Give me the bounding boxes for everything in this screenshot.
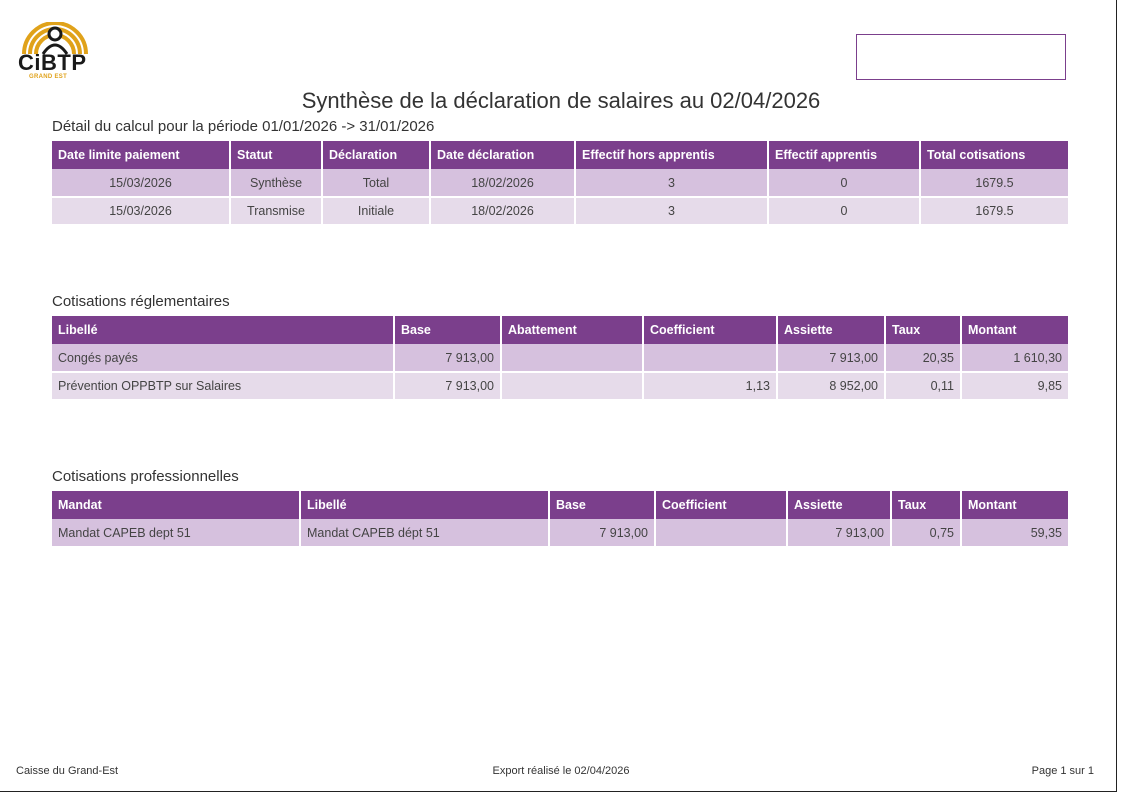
table-cell: 15/03/2026 (52, 169, 230, 197)
reglementaires-table (52, 316, 1068, 401)
table-cell: 7 913,00 (787, 519, 891, 547)
column-header: Assiette (787, 491, 891, 519)
cibtp-logo (18, 22, 92, 82)
period-table (52, 141, 1068, 226)
table-cell: Mandat CAPEB dept 51 (52, 519, 300, 547)
column-header: Assiette (777, 316, 885, 344)
column-header: Base (549, 491, 655, 519)
table-cell: Transmise (230, 197, 322, 225)
column-header: Abattement (501, 316, 643, 344)
table-cell: 3 (575, 197, 768, 225)
table-cell (643, 344, 777, 372)
footer-page-number: Page 1 sur 1 (1031, 765, 1094, 777)
table-cell: 7 913,00 (394, 344, 501, 372)
table-header-row (52, 316, 1068, 344)
column-header: Montant (961, 316, 1068, 344)
table-cell: 1679.5 (920, 169, 1068, 197)
table-cell: 15/03/2026 (52, 197, 230, 225)
table-cell: 7 913,00 (549, 519, 655, 547)
table-cell: 8 952,00 (777, 372, 885, 400)
table-cell: Initiale (322, 197, 430, 225)
table-row (52, 372, 1068, 400)
table-cell: 1679.5 (920, 197, 1068, 225)
column-header: Statut (230, 141, 322, 169)
column-header: Montant (961, 491, 1068, 519)
column-header: Effectif hors apprentis (575, 141, 768, 169)
footer-left: Caisse du Grand-Est (16, 765, 119, 777)
table-cell: Synthèse (230, 169, 322, 197)
table-cell: Total (322, 169, 430, 197)
column-header: Base (394, 316, 501, 344)
table-cell (501, 372, 643, 400)
logo-text: CiBTP (18, 50, 87, 75)
table-cell: 18/02/2026 (430, 169, 575, 197)
column-header: Date limite paiement (52, 141, 230, 169)
column-header: Coefficient (643, 316, 777, 344)
reglementaires-section-label: Cotisations réglementaires (52, 293, 230, 310)
table-row (52, 519, 1068, 547)
table-row (52, 169, 1068, 197)
table-cell: 59,35 (961, 519, 1068, 547)
column-header: Taux (891, 491, 961, 519)
table-row (52, 344, 1068, 372)
footer-center: Export réalisé le 02/04/2026 (492, 765, 630, 777)
column-header: Déclaration (322, 141, 430, 169)
page-title: Synthèse de la déclaration de salaires au 02/04/2026 (301, 88, 821, 113)
table-cell: 7 913,00 (394, 372, 501, 400)
table-cell (501, 344, 643, 372)
table-cell: 0 (768, 197, 920, 225)
table-cell: Prévention OPPBTP sur Salaires (52, 372, 394, 400)
professionnelles-table (52, 491, 1068, 548)
column-header: Coefficient (655, 491, 787, 519)
table-cell: 1,13 (643, 372, 777, 400)
column-header: Total cotisations (920, 141, 1068, 169)
logo-subtitle: GRAND EST (29, 74, 68, 80)
column-header: Effectif apprentis (768, 141, 920, 169)
table-cell: Mandat CAPEB dépt 51 (300, 519, 549, 547)
column-header: Libellé (52, 316, 394, 344)
table-cell: 0,11 (885, 372, 961, 400)
column-header: Libellé (300, 491, 549, 519)
professionnelles-section-label: Cotisations professionnelles (52, 468, 239, 485)
table-cell: 7 913,00 (777, 344, 885, 372)
table-cell: 3 (575, 169, 768, 197)
table-cell (655, 519, 787, 547)
table-cell: 9,85 (961, 372, 1068, 400)
column-header: Mandat (52, 491, 300, 519)
table-cell: 1 610,30 (961, 344, 1068, 372)
table-cell: Congés payés (52, 344, 394, 372)
table-cell: 0,75 (891, 519, 961, 547)
period-section-label: Détail du calcul pour la période 01/01/2026 -> 31/01/2026 (52, 118, 435, 135)
stamp-box (856, 34, 1066, 80)
column-header: Taux (885, 316, 961, 344)
table-cell: 20,35 (885, 344, 961, 372)
column-header: Date déclaration (430, 141, 575, 169)
table-cell: 0 (768, 169, 920, 197)
table-header-row (52, 491, 1068, 519)
table-row (52, 197, 1068, 225)
table-cell: 18/02/2026 (430, 197, 575, 225)
table-header-row (52, 141, 1068, 169)
